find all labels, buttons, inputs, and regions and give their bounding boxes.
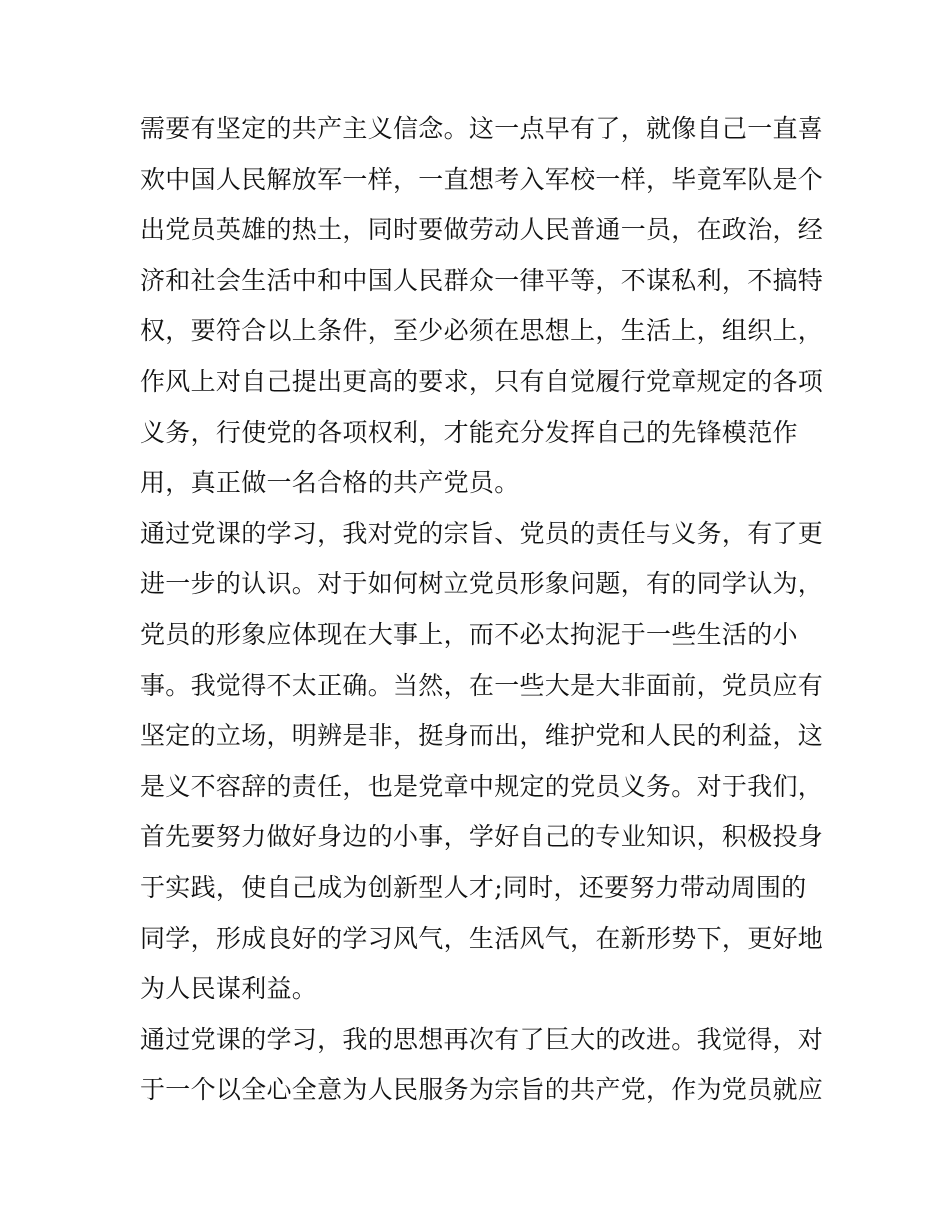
- text-line: 欢中国人民解放军一样，一直想考入军校一样，毕竟军队是个: [140, 164, 824, 194]
- text-line: 需要有坚定的共产主义信念。这一点早有了，就像自己一直喜: [140, 114, 824, 143]
- text-line: 同学，形成良好的学习风气，生活风气，在新形势下，更好地: [140, 923, 824, 953]
- text-line: 于一个以全心全意为人民服务为宗旨的共产党，作为党员就应: [140, 1075, 824, 1105]
- text-line: 义务，行使党的各项权利，才能充分发挥自己的先锋模范作: [140, 417, 798, 447]
- text-line: 通过党课的学习，我的思想再次有了巨大的改进。我觉得，对: [140, 1024, 824, 1054]
- text-line: 事。我觉得不太正确。当然，在一些大是大非面前，党员应有: [140, 670, 824, 700]
- text-line: 坚定的立场，明辨是非，挺身而出，维护党和人民的利益，这: [140, 721, 824, 751]
- text-line: 济和社会生活中和中国人民群众一律平等，不谋私利，不搞特: [140, 265, 824, 295]
- document-body: [140, 104, 840, 1116]
- text-line: 于实践，使自己成为创新型人才;同时，还要努力带动周围的: [140, 872, 807, 902]
- text-line: 是义不容辞的责任，也是党章中规定的党员义务。对于我们，: [140, 771, 824, 801]
- paragraph-3: [140, 1015, 840, 1116]
- paragraph-1: [140, 104, 840, 509]
- text-line: 出党员英雄的热土，同时要做劳动人民普通一员，在政治，经: [140, 215, 824, 245]
- text-line: 用，真正做一名合格的共产党员。: [140, 468, 520, 498]
- text-line: 通过党课的学习，我对党的宗旨、党员的责任与义务，有了更: [140, 518, 824, 548]
- text-line: 为人民谋利益。: [140, 974, 318, 1004]
- text-line: 权，要符合以上条件，至少必须在思想上，生活上，组织上，: [140, 316, 824, 346]
- text-line: 作风上对自己提出更高的要求，只有自觉履行党章规定的各项: [140, 366, 824, 396]
- text-line: 首先要努力做好身边的小事，学好自己的专业知识，积极投身: [140, 822, 824, 852]
- text-line: 党员的形象应体现在大事上，而不必太拘泥于一些生活的小: [140, 619, 798, 649]
- paragraph-2: [140, 509, 840, 1015]
- text-line: 进一步的认识。对于如何树立党员形象问题，有的同学认为，: [140, 569, 824, 599]
